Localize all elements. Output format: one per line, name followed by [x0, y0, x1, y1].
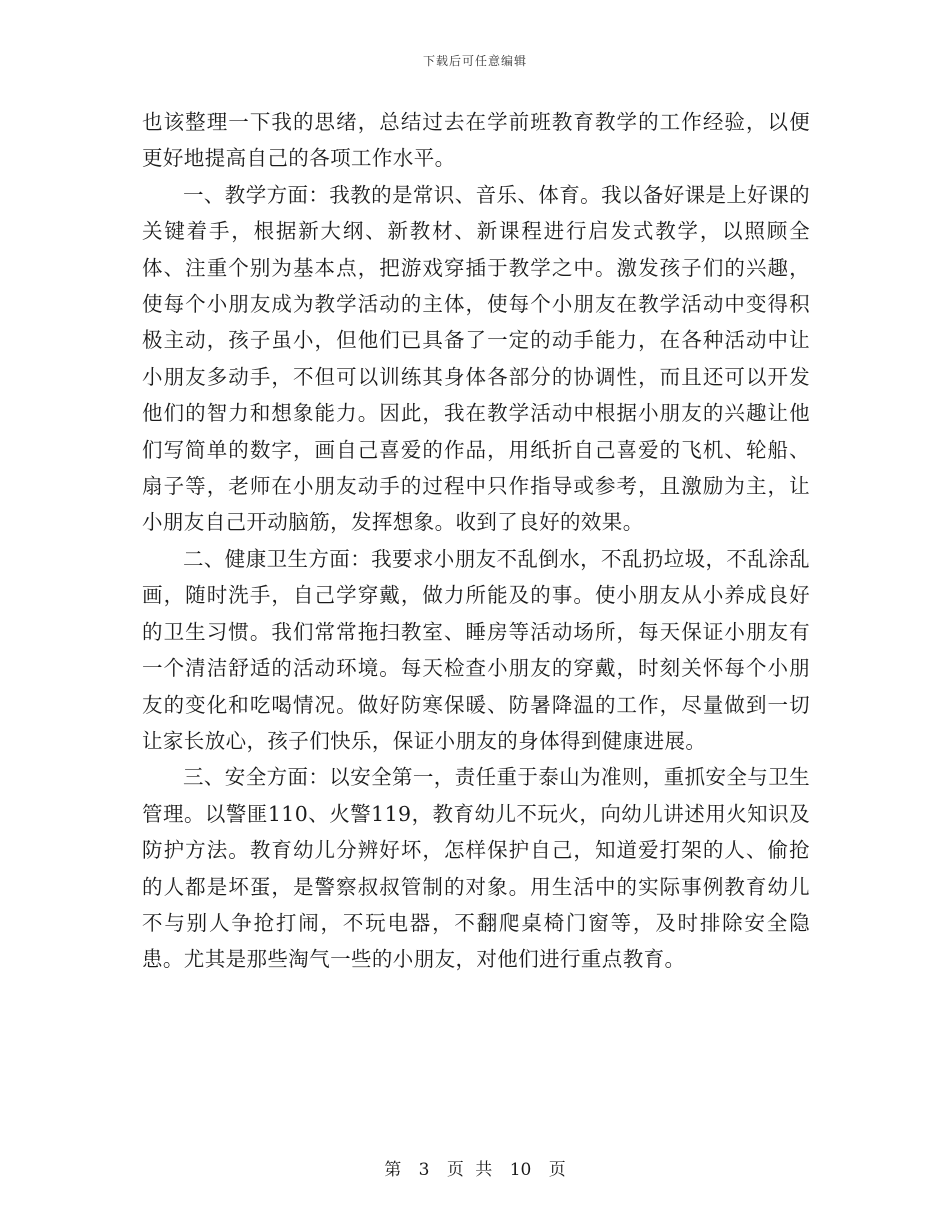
footer-suffix: 页	[548, 1160, 566, 1180]
footer-page-number: 3	[418, 1160, 430, 1180]
document-body	[142, 104, 810, 978]
paragraph-health: 二、健康卫生方面：我要求小朋友不乱倒水，不乱扔垃圾，不乱涂乱画，随时洗手，自己学穿戴，做力所能及的事。使小朋友从小养成良好的卫生习惯。我们常常拖扫教室、睡房等活动场所，每天保证小朋友有一个清洁舒适的活动环境。每天检查小朋友的穿戴，时刻关怀每个小朋友的变化和吃喝情况。做好防寒保暖、防暑降温的工作，尽量做到一切让家长放心，孩子们快乐，保证小朋友的身体得到健康进展。	[142, 546, 810, 753]
page-footer	[0, 1155, 950, 1180]
footer-prefix: 第	[384, 1160, 402, 1180]
footer-total-pages: 10	[509, 1160, 532, 1180]
paragraph-teaching: 一、教学方面：我教的是常识、音乐、体育。我以备好课是上好课的关键着手，根据新大纲、新教材、新课程进行启发式教学，以照顾全体、注重个别为基本点，把游戏穿插于教学之中。激发孩子们的兴趣，使每个小朋友成为教学活动的主体，使每个小朋友在教学活动中变得积极主动，孩子虽小，但他们已具备了一定的动手能力，在各种活动中让小朋友多动手，不但可以训练其身体各部分的协调性，而且还可以开发他们的智力和想象能力。因此，我在教学活动中根据小朋友的兴趣让他们写简单的数字，画自己喜爱的作品，用纸折自己喜爱的飞机、轮船、扇子等，老师在小朋友动手的过程中只作指导或参考，且激励为主，让小朋友自己开动脑筋，发挥想象。收到了良好的效果。	[142, 182, 810, 535]
paragraph-safety: 三、安全方面：以安全第一，责任重于泰山为准则，重抓安全与卫生管理。以警匪110、火警119，教育幼儿不玩火，向幼儿讲述用火知识及防护方法。教育幼儿分辨好坏，怎样保护自己，知道爱打架的人、偷抢的人都是坏蛋，是警察叔叔管制的对象。用生活中的实际事例教育幼儿不与别人争抢打闹，不玩电器，不翻爬桌椅门窗等，及时排除安全隐患。尤其是那些淘气一些的小朋友，对他们进行重点教育。	[142, 765, 810, 972]
paragraph-continuation: 也该整理一下我的思绪，总结过去在学前班教育教学的工作经验，以便更好地提高自己的各项工作水平。	[142, 110, 810, 171]
header-note: 下载后可任意编辑	[422, 54, 527, 68]
footer-middle: 页 共	[446, 1160, 493, 1180]
